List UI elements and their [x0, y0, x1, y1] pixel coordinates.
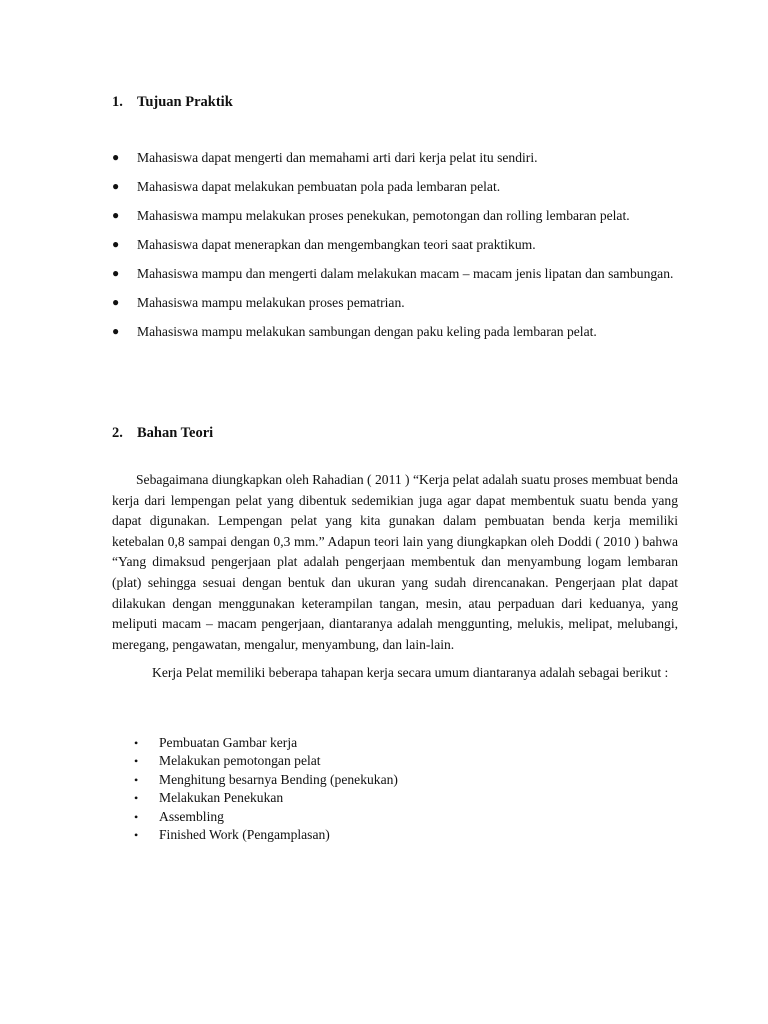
list-item-text: Menghitung besarnya Bending (penekukan)	[159, 771, 398, 787]
bullet-icon: ●	[112, 237, 120, 251]
list-item-text: Melakukan Penekukan	[159, 790, 284, 806]
bullet-icon: ●	[112, 208, 120, 222]
list-item	[112, 808, 398, 826]
list-item-text: Finished Work (Pengamplasan)	[159, 827, 330, 843]
section-2-number: 2.	[112, 425, 123, 441]
list-item-text: Pembuatan Gambar kerja	[159, 735, 298, 750]
list-item	[112, 263, 678, 284]
list-item	[112, 147, 678, 168]
list-item-text: Mahasiswa dapat menerapkan dan mengembangkan teori saat praktikum.	[137, 237, 536, 252]
list-item-text: Melakukan pemotongan pelat	[159, 753, 321, 769]
section-1-number: 1.	[112, 94, 123, 110]
theory-paragraph-1: Sebagaimana diungkapkan oleh Rahadian ( 2011 ) “Kerja pelat adalah suatu proses membuat benda kerja dari lempengan pelat yang dibentuk sedemikian juga agar dapat membentuk suatu benda yang dapat digunakan. Lempengan pelat yang kita gunakan dalam pembuatan benda kerja memiliki ketebalan 0,8 sampai dengan 0,3 mm.” Adapun teori lain yang diungkapkan oleh Doddi ( 2010 ) bahwa “Yang dimaksud pengerjaan plat adalah pengerjaan membentuk dan menyambung logam lembaran (plat) sehingga sesuai dengan bentuk dan ukuran yang sudah direncanakan. Pengerjaan plat dapat dilakukan dengan menggunakan keterampilan tangan, mesin, atau perpaduan dari keduanya, yang meliputi macam – macam pengerjaan, diantaranya adalah menggunting, melukis, melipat, melubangi, meregang, pengawatan, mengalur, menyambung, dan lain-lain.	[112, 472, 678, 652]
bullet-icon: •	[134, 809, 139, 824]
theory-paragraph-2: Kerja Pelat memiliki beberapa tahapan kerja secara umum diantaranya adalah sebagai berikut :	[152, 665, 669, 681]
list-item-text: Assembling	[159, 808, 224, 824]
section-2-heading	[112, 425, 213, 442]
work-steps-list	[112, 734, 398, 844]
bullet-icon: ●	[112, 266, 120, 280]
list-item	[112, 292, 678, 313]
list-item	[112, 734, 398, 752]
list-item	[112, 205, 678, 226]
bullet-icon: ●	[112, 295, 120, 309]
bullet-icon: ●	[112, 150, 120, 164]
theory-body	[112, 470, 678, 692]
list-item-text: Mahasiswa dapat melakukan pembuatan pola pada lembaran pelat.	[137, 179, 501, 194]
bullet-icon: ●	[112, 324, 120, 338]
bullet-icon: •	[134, 828, 139, 843]
bullet-icon: ●	[112, 179, 120, 193]
section-2-title: Bahan Teori	[137, 425, 214, 441]
list-item-text: Mahasiswa mampu melakukan proses penekukan, pemotongan dan rolling lembaran pelat.	[137, 208, 630, 223]
bullet-icon: •	[134, 754, 139, 769]
bullet-icon: •	[134, 772, 139, 787]
bullet-icon: •	[134, 736, 139, 750]
list-item	[112, 321, 678, 342]
list-item-text: Mahasiswa dapat mengerti dan memahami arti dari kerja pelat itu sendiri.	[137, 150, 538, 165]
list-item-text: Mahasiswa mampu dan mengerti dalam melakukan macam – macam jenis lipatan dan sambungan.	[137, 266, 674, 281]
list-item	[112, 176, 678, 197]
bullet-icon: •	[134, 791, 139, 806]
list-item-text: Mahasiswa mampu melakukan proses pematrian.	[137, 295, 405, 310]
list-item	[112, 826, 398, 844]
list-item	[112, 789, 398, 807]
section-1-heading	[112, 94, 233, 111]
section-1-title: Tujuan Praktik	[137, 94, 233, 110]
list-item-text: Mahasiswa mampu melakukan sambungan dengan paku keling pada lembaran pelat.	[137, 324, 597, 339]
objectives-list	[112, 147, 678, 350]
list-item	[112, 234, 678, 255]
list-item	[112, 752, 398, 770]
list-item	[112, 771, 398, 789]
